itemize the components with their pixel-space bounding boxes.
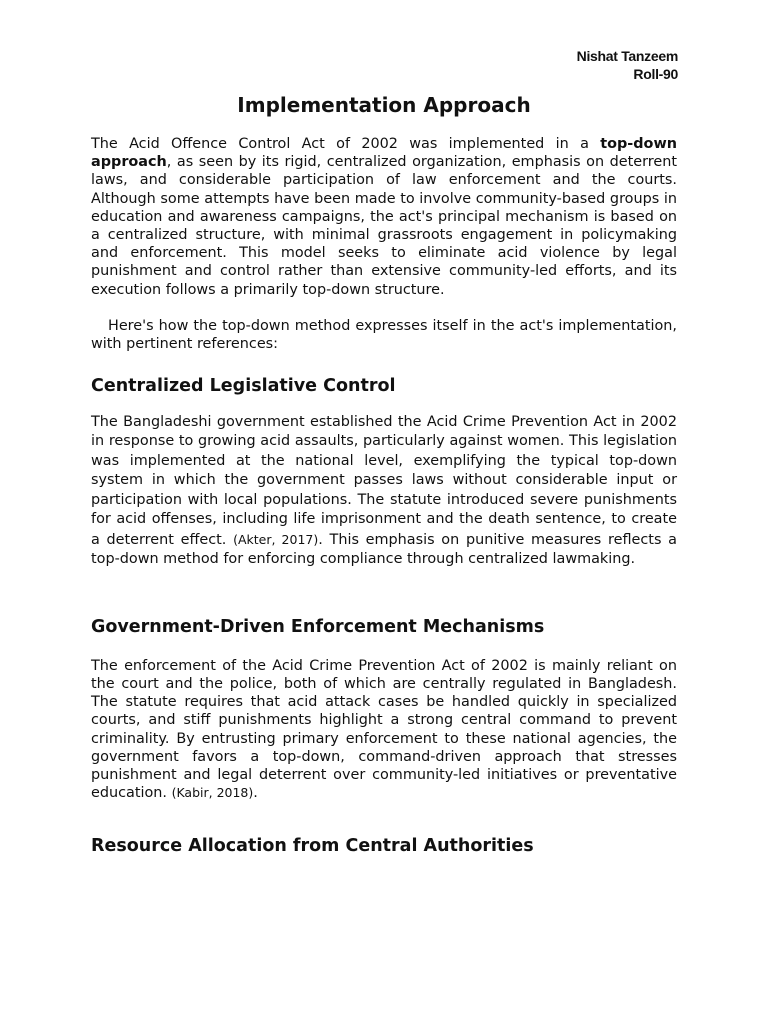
intro-bold-phrase: top-down approach <box>91 136 677 171</box>
author-name: Nishat Tanzeem <box>576 48 678 64</box>
author-block <box>577 47 678 83</box>
author-roll: Roll-90 <box>633 66 678 82</box>
citation-kabir: (Kabir, 2018) <box>171 785 254 801</box>
document-body <box>91 92 677 857</box>
section-heading-centralized: Centralized Legislative Control <box>91 375 396 396</box>
intro-paragraph <box>91 135 677 299</box>
section-heading-resource: Resource Allocation from Central Authorities <box>91 836 534 857</box>
centralized-text: The Bangladeshi government established the Acid Crime Prevention Act in 2002 in response to growing acid assaults, particularly against women. This legislation was implemented at the national level, exemplifying the typical top-down system in which the government passes laws without considerable input or participation with local populations. The statute introduced severe punishments for acid offenses, including life imprisonment and the death sentence, to create a deterrent effect. <box>91 413 677 548</box>
section-heading-government: Government-Driven Enforcement Mechanisms <box>91 616 545 637</box>
centralized-text-end: . This emphasis on punitive measures reflects a top-down method for enforcing compliance through centralized lawmaking. <box>91 531 677 568</box>
page-title: Implementation Approach <box>237 93 531 117</box>
method-intro-paragraph: Here's how the top-down method expresses itself in the act's implementation, with pertinent references: <box>91 317 677 352</box>
government-paragraph <box>91 657 677 803</box>
intro-text-start: The Acid Offence Control Act of 2002 was implemented in a <box>91 136 601 152</box>
centralized-paragraph <box>91 413 677 570</box>
government-text-end: . <box>253 785 258 802</box>
intro-text-rest: , as seen by its rigid, centralized organization, emphasis on deterrent laws, and considerable participation of law enforcement and the courts. Although some attempts have been made to involve community-based groups in education and awareness campaigns, the act's principal mechanism is based on a centralized structure, with minimal grassroots engagement in policymaking and enforcement. This model seeks to eliminate acid violence by legal punishment and control rather than extensive community-led efforts, and its execution follows a primarily top-down structure. <box>91 154 677 298</box>
government-text: The enforcement of the Acid Crime Prevention Act of 2002 is mainly reliant on the court and the police, both of which are centrally regulated in Bangladesh. The statute requires that acid attack cases be handled quickly in specialized courts, and stiff punishments highlight a strong central command to prevent criminality. By entrusting primary enforcement to these national agencies, the government favors a top-down, command-driven approach that stresses punishment and legal deterrent over community-led initiatives or preventative education. <box>91 657 677 802</box>
citation-akter: (Akter, 2017) <box>233 531 319 547</box>
